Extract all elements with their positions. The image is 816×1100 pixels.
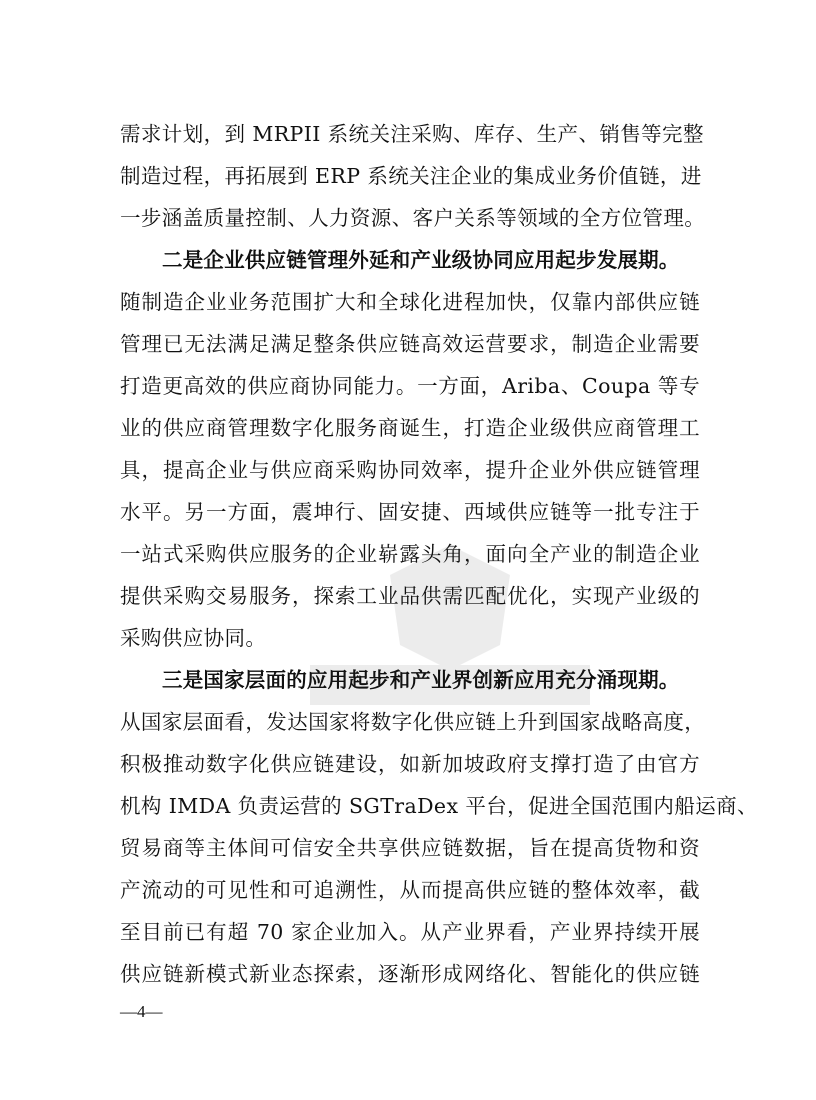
body-line: 管理已无法满足满足整条供应链高效运营要求，制造企业需要 (120, 332, 700, 356)
body-line: 一步涵盖质量控制、人力资源、客户关系等领域的全方位管理。 (120, 206, 706, 230)
body-line: 随制造企业业务范围扩大和全球化进程加快，仅靠内部供应链 (120, 290, 700, 314)
body-line: 打造更高效的供应商协同能力。一方面，Ariba、Coupa 等专 (120, 374, 700, 398)
body-line: 提供采购交易服务，探索工业品供需匹配优化，实现产业级的 (120, 584, 700, 608)
body-line: 贸易商等主体间可信安全共享供应链数据，旨在提高货物和资 (120, 836, 700, 860)
body-line: 产流动的可见性和可追溯性，从而提高供应链的整体效率，截 (120, 878, 700, 902)
section-heading: 三是国家层面的应用起步和产业界创新应用充分涌现期。 (162, 668, 680, 692)
body-line: 机构 IMDA 负责运营的 SGTraDex 平台，促进全国范围内船运商、 (120, 794, 758, 818)
body-line: 积极推动数字化供应链建设，如新加坡政府支撑打造了由官方 (120, 752, 700, 776)
body-line: 从国家层面看，发达国家将数字化供应链上升到国家战略高度， (120, 710, 706, 734)
page-number: —4— (120, 1002, 163, 1021)
body-line: 至目前已有超 70 家企业加入。从产业界看，产业界持续开展 (120, 920, 700, 944)
body-line: 采购供应协同。 (120, 626, 267, 650)
section-heading: 二是企业供应链管理外延和产业级协同应用起步发展期。 (162, 248, 680, 272)
body-line: 一站式采购供应服务的企业崭露头角，面向全产业的制造企业 (120, 542, 700, 566)
body-line: 业的供应商管理数字化服务商诞生，打造企业级供应商管理工 (120, 416, 700, 440)
body-line: 制造过程，再拓展到 ERP 系统关注企业的集成业务价值链，进 (120, 164, 702, 188)
body-line: 供应链新模式新业态探索，逐渐形成网络化、智能化的供应链 (120, 962, 700, 986)
body-line: 具，提高企业与供应商采购协同效率，提升企业外供应链管理 (120, 458, 700, 482)
body-line: 需求计划，到 MRPII 系统关注采购、库存、生产、销售等完整 (120, 122, 704, 146)
body-line: 水平。另一方面，震坤行、固安捷、西域供应链等一批专注于 (120, 500, 700, 524)
